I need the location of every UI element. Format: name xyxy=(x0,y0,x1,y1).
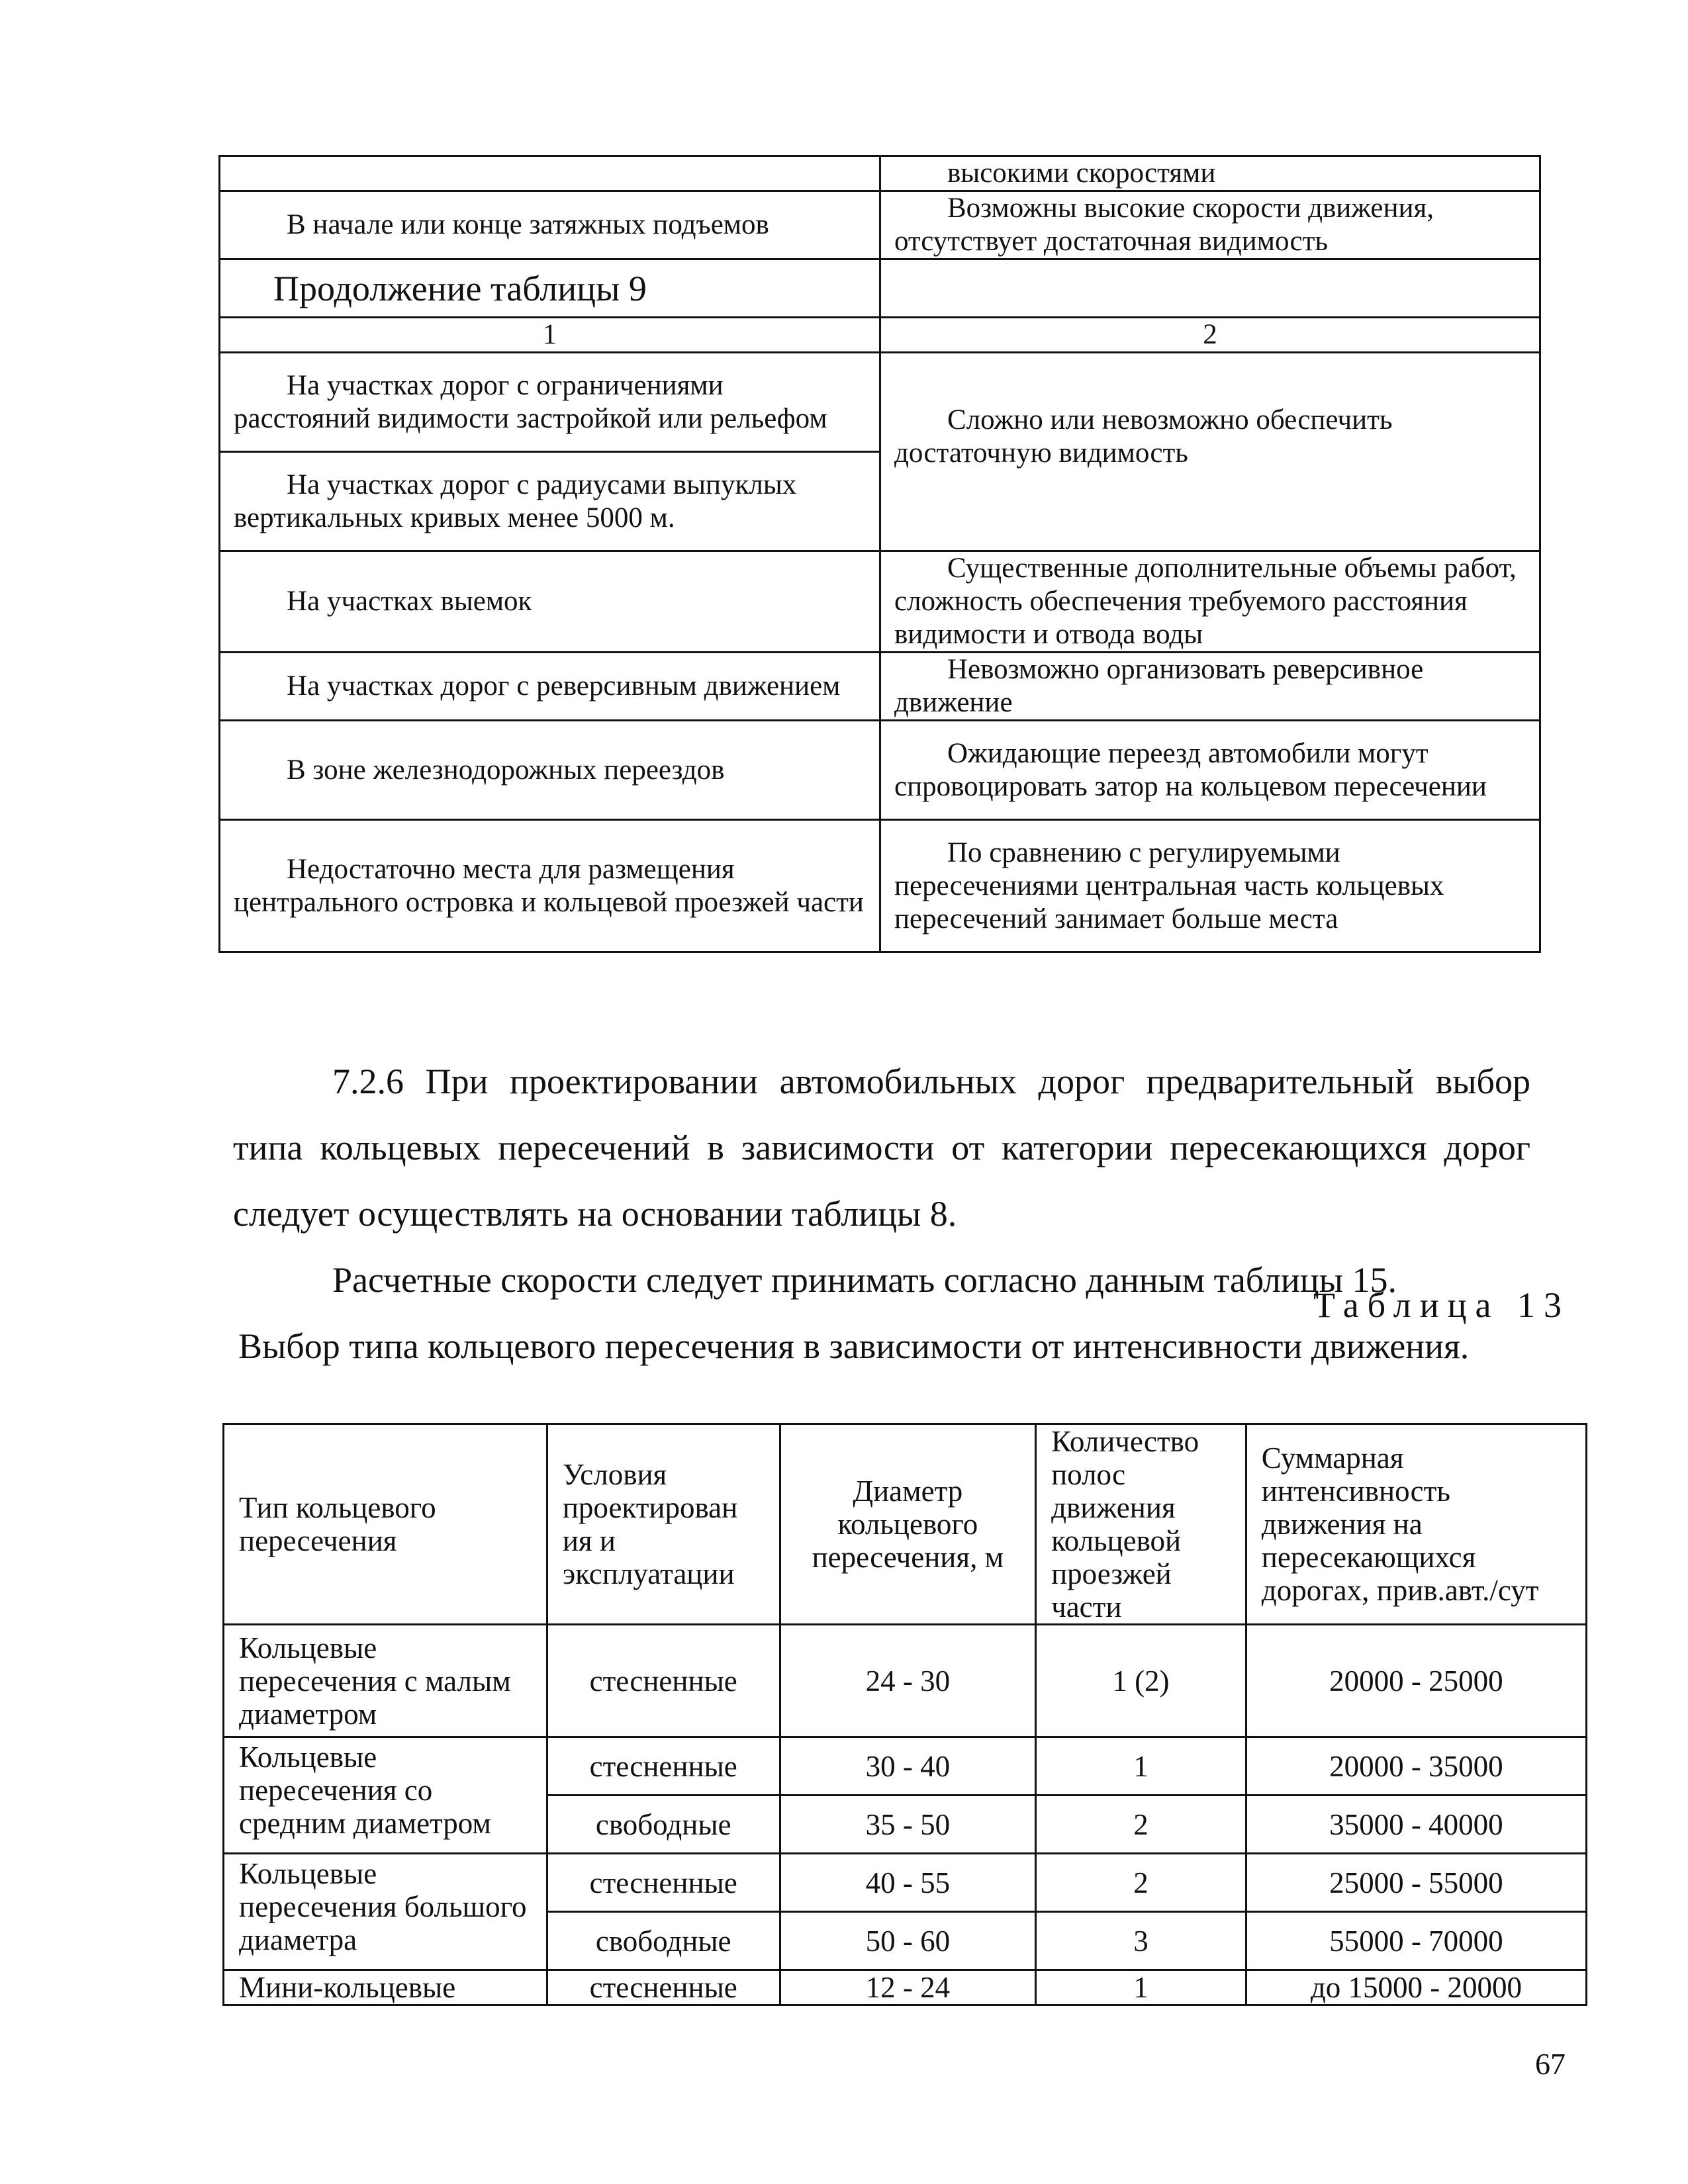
paragraph-7-2-6: 7.2.6 При проектировании автомобильных дорог предварительный выбор типа кольцевых пересечений в зависимости от категории пересекающихся дорог следует осуществлять на основании таблицы 8. xyxy=(233,1062,1530,1234)
table-cell: Сложно или невозможно обеспечить достаточную видимость xyxy=(880,353,1540,551)
paragraph-speeds: Расчетные скорости следует принимать согласно данным таблицы 15. xyxy=(332,1260,1397,1300)
table-cell: Существенные дополнительные объемы работ, сложность обеспечения требуемого расстояния видимости и отвода воды xyxy=(880,551,1540,653)
table-cell: 2 xyxy=(1036,1796,1246,1854)
table-cell: На участках дорог с радиусами выпуклых вертикальных кривых менее 5000 м. xyxy=(220,452,880,551)
table-cell: 1 (2) xyxy=(1036,1625,1246,1737)
table-cell: 12 - 24 xyxy=(780,1970,1035,2005)
table-cell xyxy=(220,156,880,191)
table-cell: до 15000 - 20000 xyxy=(1246,1970,1586,2005)
page-number: 67 xyxy=(1535,2047,1566,2081)
table-header-cell: Суммарная интенсивность движения на пересекающихся дорогах, прив.авт./сут xyxy=(1246,1424,1586,1625)
table-cell: 1 xyxy=(1036,1970,1246,2005)
table-cell: 24 - 30 xyxy=(780,1625,1035,1737)
table-13 xyxy=(222,1423,1587,2006)
table-cell: 30 - 40 xyxy=(780,1737,1035,1796)
table-cell: 35 - 50 xyxy=(780,1796,1035,1854)
table-9 xyxy=(218,155,1541,953)
table-cell: 20000 - 25000 xyxy=(1246,1625,1586,1737)
table-row xyxy=(224,1854,1587,1912)
table-cell: 2 xyxy=(1036,1854,1246,1912)
table-cell xyxy=(880,259,1540,318)
table-13-label: Таблица 13 xyxy=(1313,1285,1570,1325)
table-cell: свободные xyxy=(547,1912,780,1970)
table-cell: свободные xyxy=(547,1796,780,1854)
table-row xyxy=(224,1970,1587,2005)
table-13-title: Выбор типа кольцевого пересечения в зависимости от интенсивности движения. xyxy=(238,1326,1470,1366)
table-cell: 3 xyxy=(1036,1912,1246,1970)
table-cell: В зоне железнодорожных переездов xyxy=(220,721,880,820)
table-cell: Ожидающие переезд автомобили могут спровоцировать затор на кольцевом пересечении xyxy=(880,721,1540,820)
table-header-cell: Условия проектирован ия и эксплуатации xyxy=(547,1424,780,1625)
table-header-cell: Количество полос движения кольцевой проезжей части xyxy=(1036,1424,1246,1625)
table-header-cell: Диаметр кольцевого пересечения, м xyxy=(780,1424,1035,1625)
table-cell: 20000 - 35000 xyxy=(1246,1737,1586,1796)
table-cell: стесненные xyxy=(547,1970,780,2005)
table-cell: 40 - 55 xyxy=(780,1854,1035,1912)
table-cell: 35000 - 40000 xyxy=(1246,1796,1586,1854)
table-row xyxy=(224,1625,1587,1737)
table-cell: По сравнению с регулируемыми пересечениями центральная часть кольцевых пересечений занимает больше места xyxy=(880,820,1540,952)
table-continuation-label: Продолжение таблицы 9 xyxy=(220,259,880,318)
table-cell: стесненные xyxy=(547,1625,780,1737)
table-cell: Кольцевые пересечения с малым диаметром xyxy=(224,1625,547,1737)
table-cell: 50 - 60 xyxy=(780,1912,1035,1970)
table-cell: Кольцевые пересечения со средним диаметром xyxy=(224,1737,547,1854)
column-number: 2 xyxy=(880,318,1540,353)
table-header-cell: Тип кольцевого пересечения xyxy=(224,1424,547,1625)
table-cell: Недостаточно места для размещения центрального островка и кольцевой проезжей части xyxy=(220,820,880,952)
table-cell: стесненные xyxy=(547,1854,780,1912)
table-cell: Невозможно организовать реверсивное движение xyxy=(880,653,1540,721)
table-cell: стесненные xyxy=(547,1737,780,1796)
table-cell: На участках дорог с ограничениями расстояний видимости застройкой или рельефом xyxy=(220,353,880,452)
table-cell: высокими скоростями xyxy=(880,156,1540,191)
table-cell: Кольцевые пересечения большого диаметра xyxy=(224,1854,547,1970)
table-cell: На участках выемок xyxy=(220,551,880,653)
column-number: 1 xyxy=(220,318,880,353)
table-cell: Возможны высокие скорости движения, отсутствует достаточная видимость xyxy=(880,191,1540,259)
table-cell: На участках дорог с реверсивным движением xyxy=(220,653,880,721)
table-cell: 25000 - 55000 xyxy=(1246,1854,1586,1912)
table-cell: 1 xyxy=(1036,1737,1246,1796)
table-row xyxy=(224,1737,1587,1796)
table-cell: В начале или конце затяжных подъемов xyxy=(220,191,880,259)
table-cell: 55000 - 70000 xyxy=(1246,1912,1586,1970)
table-cell: Мини-кольцевые xyxy=(224,1970,547,2005)
